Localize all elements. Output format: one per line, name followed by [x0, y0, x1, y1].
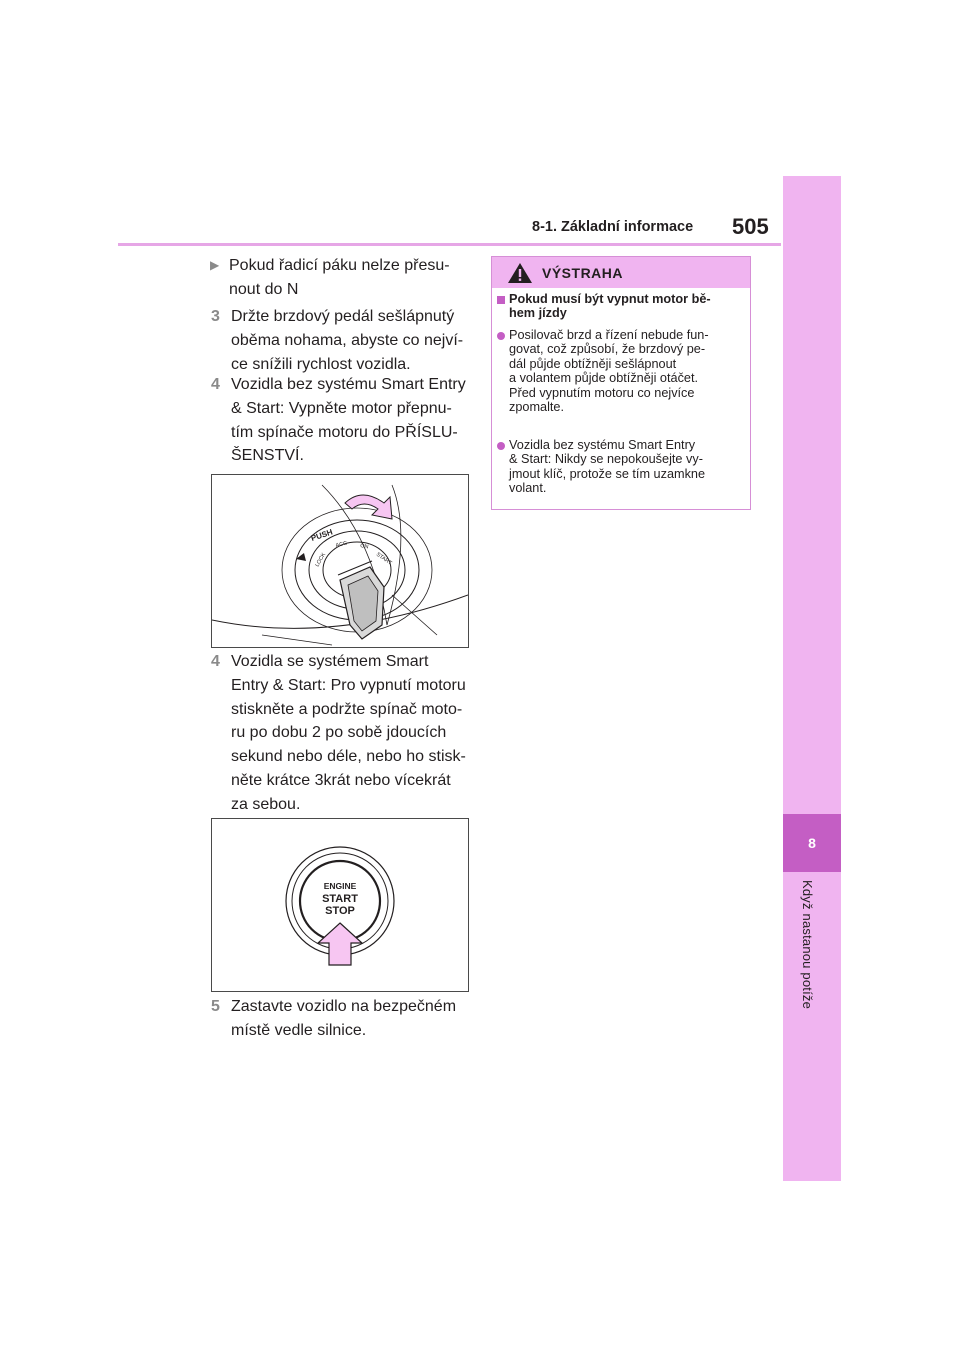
warning-line: Posilovač brzd a řízení nebude fun-: [509, 328, 709, 342]
warning-line: govat, což způsobí, že brzdový pe-: [509, 342, 706, 357]
button-text-stop: STOP: [325, 905, 355, 917]
warning-heading-line: Pokud musí být vypnut motor bě-: [509, 292, 711, 306]
chapter-title: Když nastanou potíže: [800, 880, 815, 1010]
push-label: PUSH: [309, 527, 334, 543]
button-text-start: START: [322, 893, 358, 905]
step-line: stiskněte a podržte spínač moto-: [231, 700, 463, 718]
step-line: & Start: Vypněte motor přepnu-: [231, 399, 452, 417]
warning-box: [491, 256, 751, 510]
warning-header: [492, 257, 750, 288]
warning-line: a volantem půjde obtížněji otáčet.: [509, 371, 699, 386]
step-line: nout do N: [229, 280, 299, 298]
warning-heading: [509, 292, 745, 321]
warning-title: VÝSTRAHA: [542, 265, 624, 281]
warning-heading-line: hem jízdy: [509, 306, 567, 321]
step-3: [211, 305, 473, 376]
ignition-key-illustration: [212, 475, 468, 647]
warning-line: dál půjde obtížněji sešlápnout: [509, 356, 677, 371]
warning-line: zpomalte.: [509, 400, 565, 415]
step-line: něte krátce 3krát nebo vícekrát: [231, 771, 451, 789]
section-title: 8-1. Základní informace: [532, 219, 694, 235]
step-line: ce snížili rychlost vozidla.: [231, 355, 411, 373]
step-5: [211, 995, 473, 1043]
key-icon: [338, 561, 384, 639]
lock-label: LOCK: [314, 552, 328, 568]
warning-line: Před vypnutím motoru co nejvíce: [509, 385, 695, 400]
button-text-engine: ENGINE: [323, 881, 357, 891]
acc-label: ACC: [335, 540, 348, 549]
step-line: Entry & Start: Pro vypnutí motoru: [231, 676, 466, 694]
step-line: Pokud řadicí páku nelze přesu-: [229, 257, 450, 274]
round-bullet-icon: [497, 442, 505, 450]
warning-item-2: [509, 438, 745, 496]
step-line: Zastavte vozidlo na bezpečném: [231, 998, 457, 1015]
step-number: 5: [211, 998, 220, 1015]
triangle-marker-icon: ▶: [210, 258, 220, 272]
chapter-number: 8: [808, 835, 816, 851]
step-line: za sebou.: [231, 795, 301, 813]
chapter-side-strip: [783, 176, 841, 1181]
page-number: 505: [732, 214, 769, 239]
step-shift-lever-note: [209, 254, 469, 302]
round-bullet-icon: [497, 332, 505, 340]
step-line: místě vedle silnice.: [231, 1021, 367, 1039]
step-number: 3: [211, 308, 220, 325]
engine-start-button-figure: [211, 818, 469, 992]
step-line: sekund nebo déle, nebo ho stisk-: [231, 748, 466, 766]
start-label: START: [374, 551, 393, 567]
step-line: ŠENSTVÍ.: [231, 447, 304, 465]
on-label: ON: [359, 543, 369, 551]
step-4-without-smart-entry: [211, 373, 473, 468]
step-line: Držte brzdový pedál sešlápnutý: [231, 308, 455, 325]
ignition-key-figure: [211, 474, 469, 648]
step-line: Vozidla bez systému Smart Entry: [231, 376, 466, 393]
step-number: 4: [211, 653, 220, 670]
step-line: Vozidla se systémem Smart: [231, 653, 429, 670]
step-line: ru po dobu 2 po sobě jdoucích: [231, 724, 447, 742]
warning-line: jmout klíč, protože se tím uzamkne: [509, 466, 706, 481]
step-line: oběma nohama, abyste co nejví-: [231, 331, 464, 349]
step-number: 4: [211, 376, 220, 393]
turn-arrow-icon: [345, 495, 392, 519]
warning-line: volant.: [509, 481, 547, 496]
step-line: tím spínače motoru do PŘÍSLU-: [231, 423, 458, 441]
square-bullet-icon: [497, 296, 505, 304]
chapter-number-tab[interactable]: [783, 814, 841, 872]
header-rule: [118, 243, 781, 246]
warning-triangle-icon: [507, 262, 533, 284]
warning-line: Vozidla bez systému Smart Entry: [509, 438, 696, 452]
engine-start-button-illustration: [212, 819, 468, 991]
warning-line: & Start: Nikdy se nepokoušejte vy-: [509, 452, 703, 467]
warning-item-1: [509, 328, 745, 414]
step-4-with-smart-entry: [211, 650, 473, 817]
